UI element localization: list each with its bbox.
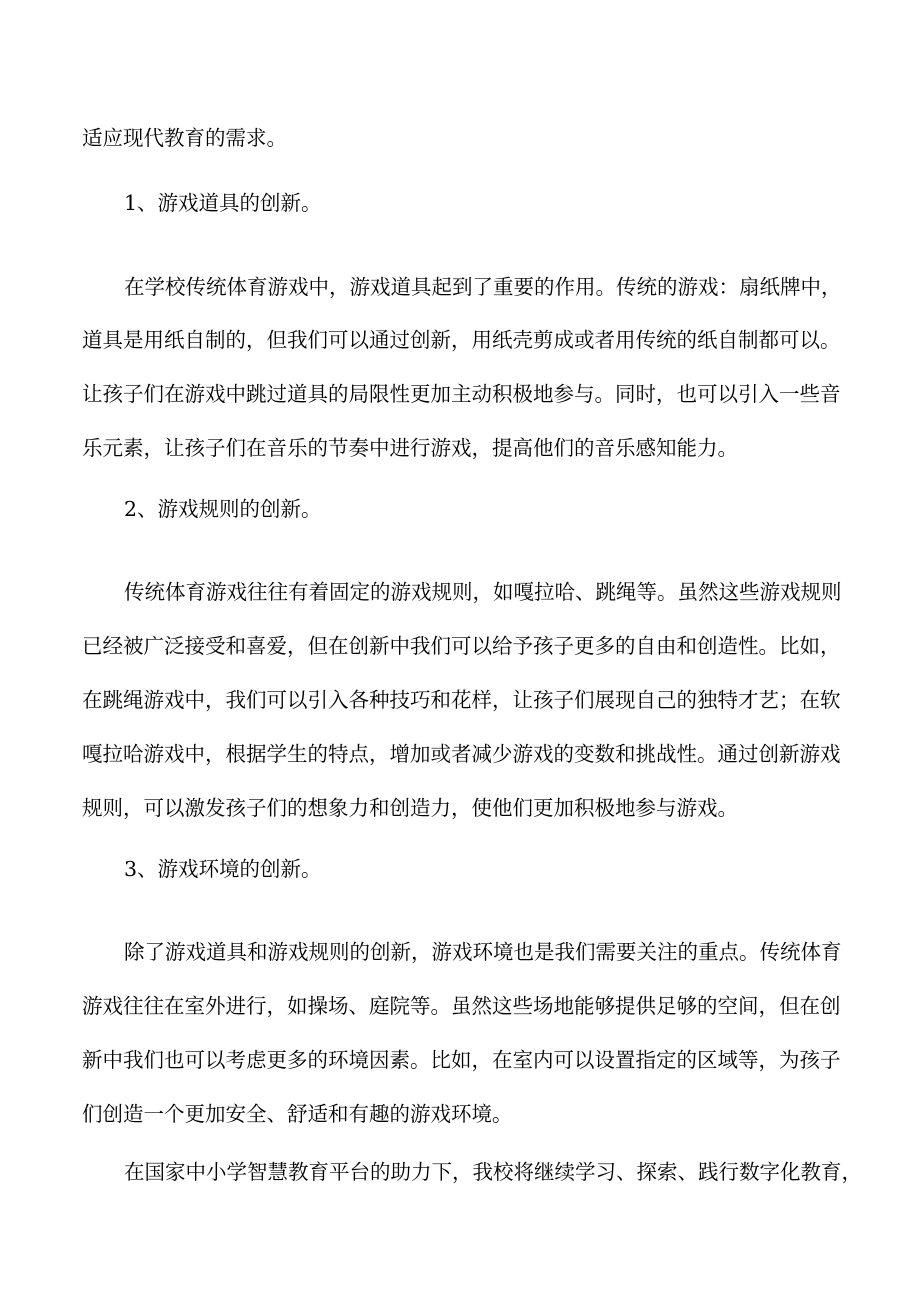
section1-paragraph-line: 让孩子们在游戏中跳过道具的局限性更加主动积极地参与。同时，也可以引入一些音 xyxy=(82,382,841,406)
section3-heading: 3、游戏环境的创新。 xyxy=(124,857,322,881)
section3-paragraph-line: 们创造一个更加安全、舒适和有趣的游戏环境。 xyxy=(82,1102,513,1126)
section3-paragraph-line: 除了游戏道具和游戏规则的创新，游戏环境也是我们需要关注的重点。传统体育 xyxy=(124,940,842,964)
section2-paragraph-line: 规则，可以激发孩子们的想象力和创造力，使他们更加积极地参与游戏。 xyxy=(82,796,738,820)
section2-heading: 2、游戏规则的创新。 xyxy=(124,497,322,521)
section2-paragraph-line: 在跳绳游戏中，我们可以引入各种技巧和花样，让孩子们展现自己的独特才艺；在软 xyxy=(82,688,841,712)
section2-paragraph-line: 已经被广泛接受和喜爱，但在创新中我们可以给予孩子更多的自由和创造性。比如， xyxy=(82,634,841,658)
closing-paragraph-line: 在国家中小学智慧教育平台的助力下，我校将继续学习、探索、践行数字化教育， xyxy=(124,1160,862,1184)
section1-paragraph-line: 乐元素，让孩子们在音乐的节奏中进行游戏，提高他们的音乐感知能力。 xyxy=(82,436,738,460)
intro-tail-line: 适应现代教育的需求。 xyxy=(82,126,287,150)
section3-paragraph-line: 新中我们也可以考虑更多的环境因素。比如，在室内可以设置指定的区域等，为孩子 xyxy=(82,1048,841,1072)
section3-paragraph-line: 游戏往往在室外进行，如操场、庭院等。虽然这些场地能够提供足够的空间，但在创 xyxy=(82,994,841,1018)
section2-paragraph-line: 嘎拉哈游戏中，根据学生的特点，增加或者减少游戏的变数和挑战性。通过创新游戏 xyxy=(82,742,841,766)
section1-paragraph-line: 在学校传统体育游戏中，游戏道具起到了重要的作用。传统的游戏：扇纸牌中， xyxy=(124,275,842,299)
section1-paragraph-line: 道具是用纸自制的，但我们可以通过创新，用纸壳剪成或者用传统的纸自制都可以。 xyxy=(82,328,841,352)
section2-paragraph-line: 传统体育游戏往往有着固定的游戏规则，如嘎拉哈、跳绳等。虽然这些游戏规则 xyxy=(124,580,842,604)
section1-heading: 1、游戏道具的创新。 xyxy=(124,191,322,215)
